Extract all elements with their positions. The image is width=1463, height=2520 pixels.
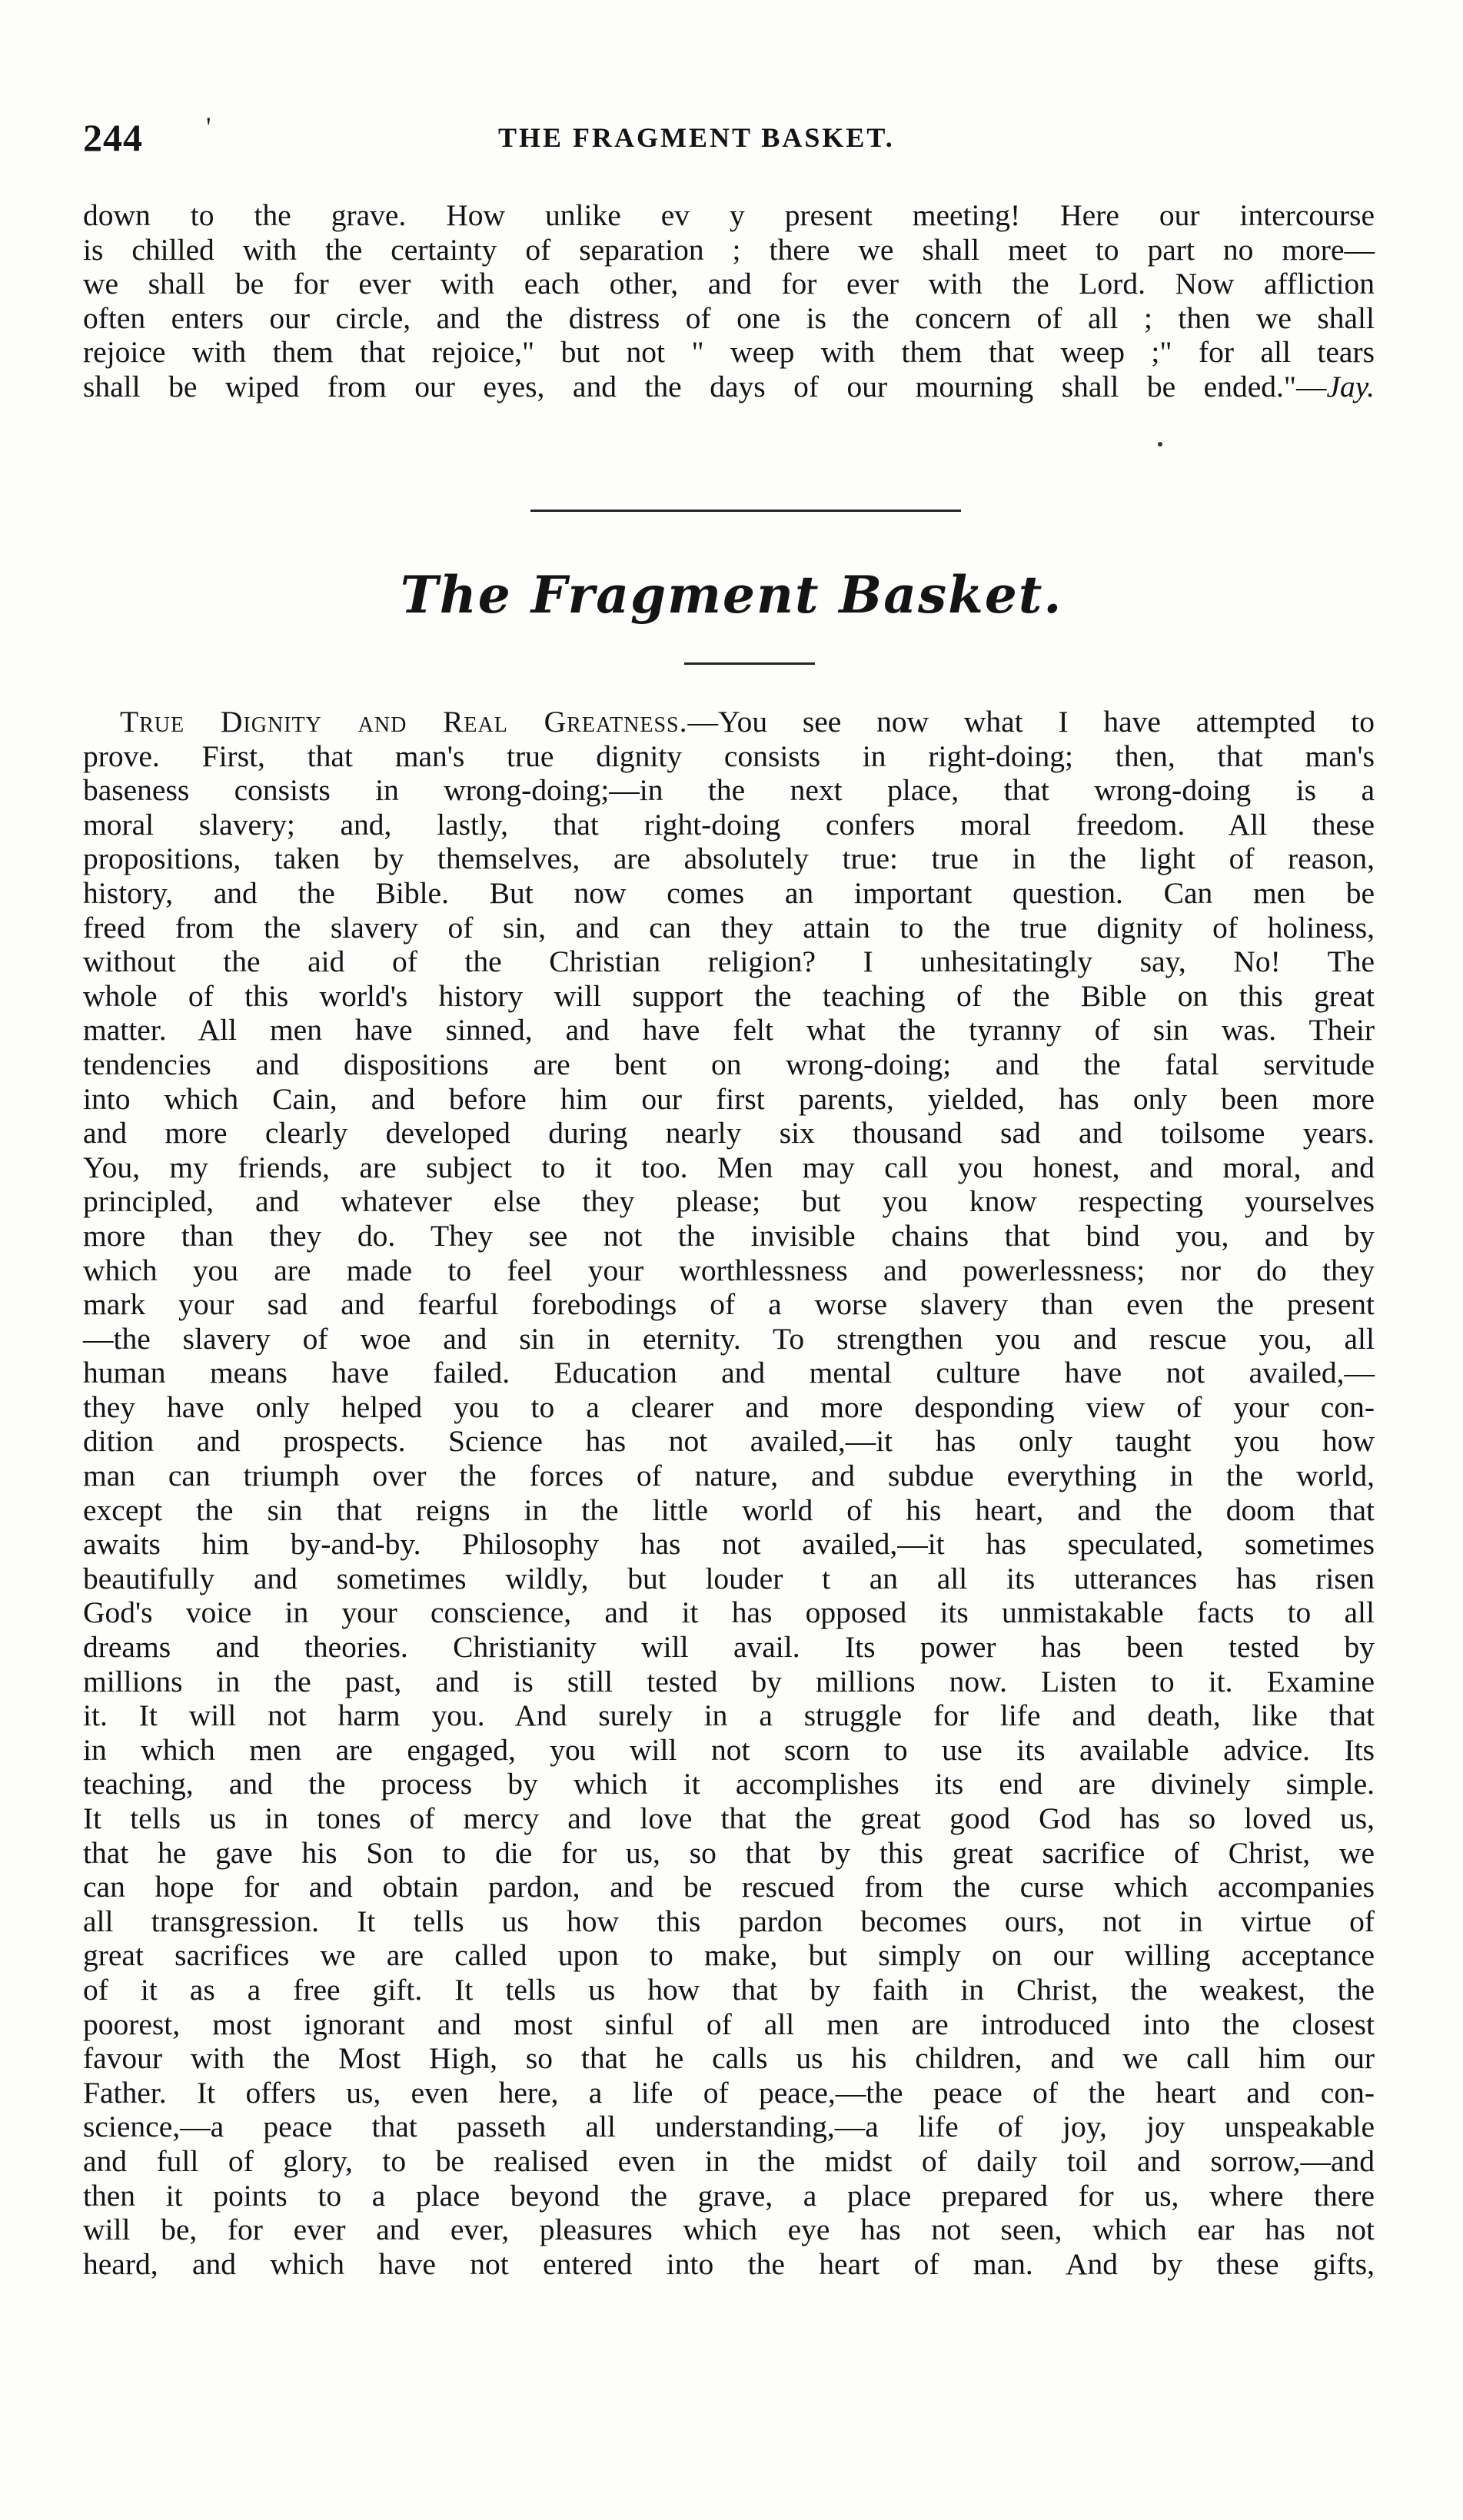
text-line: human means have failed. Education and mental culture have not availed,— bbox=[83, 1356, 1375, 1390]
text-line: dreams and theories. Christianity will avail. Its power has been tested by bbox=[83, 1630, 1375, 1665]
intro-paragraph bbox=[83, 198, 1375, 404]
text-line: You, my friends, are subject to it too. Men may call you honest, and moral, and bbox=[83, 1150, 1375, 1184]
text-line: it. It will not harm you. And surely in a struggle for life and death, like that bbox=[83, 1698, 1375, 1733]
text-line: history, and the Bible. But now comes an important question. Can men be bbox=[83, 875, 1375, 910]
text-line: poorest, most ignorant and most sinful of all men are introduced into the closest bbox=[83, 2007, 1375, 2041]
text-line: propositions, taken by themselves, are absolutely true: true in the light of reason, bbox=[83, 842, 1375, 876]
text-line: It tells us in tones of mercy and love that the great good God has so loved us, bbox=[83, 1801, 1375, 1835]
text-line: great sacrifices we are called upon to make, but simply on our willing acceptance bbox=[83, 1938, 1375, 1973]
text-line: dition and prospects. Science has not availed,—it has only taught you how bbox=[83, 1424, 1375, 1459]
paragraph-lead-in: True Dignity and Real Greatness. bbox=[120, 705, 688, 739]
text-line: millions in the past, and is still tested by millions now. Listen to it. Examine bbox=[83, 1664, 1375, 1698]
text-line: of it as a free gift. It tells us how that by faith in Christ, the weakest, the bbox=[83, 1972, 1375, 2007]
text-line: they have only helped you to a clearer and more desponding view of your con- bbox=[83, 1389, 1375, 1424]
text-line bbox=[83, 370, 1375, 404]
text-line: Father. It offers us, even here, a life of peace,—the peace of the heart and con- bbox=[83, 2075, 1375, 2110]
text-line: more than they do. They see not the invisible chains that bind you, and by bbox=[83, 1218, 1375, 1253]
page-header bbox=[83, 111, 1375, 161]
stray-mark bbox=[1158, 442, 1162, 447]
text-line bbox=[83, 705, 1375, 739]
text-line: mark your sad and fearful forebodings of a worse slavery than even the present bbox=[83, 1287, 1375, 1322]
text-line: beautifully and sometimes wildly, but louder t an all its utterances has risen bbox=[83, 1561, 1375, 1595]
text-line: man can triumph over the forces of nature, and subdue everything in the world, bbox=[83, 1459, 1375, 1493]
header-mark: ' bbox=[206, 111, 211, 142]
text-line: then it points to a place beyond the grave, a place prepared for us, where there bbox=[83, 2178, 1375, 2213]
text-line: teaching, and the process by which it accomplishes its end are divinely simple. bbox=[83, 1767, 1375, 1801]
text-line: we shall be for ever with each other, and for ever with the Lord. Now affliction bbox=[83, 267, 1375, 301]
text-line: freed from the slavery of sin, and can they attain to the true dignity of holiness, bbox=[83, 910, 1375, 945]
intro-author: Jay. bbox=[1326, 369, 1375, 403]
first-line-rest: —You see now what I have attempted to bbox=[687, 705, 1375, 739]
text-line: matter. All men have sinned, and have felt what the tyranny of sin was. Their bbox=[83, 1013, 1375, 1048]
text-line: God's voice in your conscience, and it has opposed its unmistakable facts to all bbox=[83, 1595, 1375, 1630]
running-head: THE FRAGMENT BASKET. bbox=[498, 122, 895, 153]
text-line: —the slavery of woe and sin in eternity. To strengthen you and rescue you, all bbox=[83, 1321, 1375, 1356]
text-line: science,—a peace that passeth all understanding,—a life of joy, joy unspeakable bbox=[83, 2110, 1375, 2144]
text-line: without the aid of the Christian religion? I unhesitatingly say, No! The bbox=[83, 945, 1375, 979]
text-line: prove. First, that man's true dignity consists in right-doing; then, that man's bbox=[83, 739, 1375, 773]
text-line: heard, and which have not entered into the heart of man. And by these gifts, bbox=[83, 2246, 1375, 2281]
text-line: is chilled with the certainty of separation ; there we shall meet to part no more— bbox=[83, 232, 1375, 267]
text-line: and more clearly developed during nearly six thousand sad and toilsome years. bbox=[83, 1116, 1375, 1150]
text-line: in which men are engaged, you will not scorn to use its available advice. Its bbox=[83, 1732, 1375, 1767]
text-line: into which Cain, and before him our first parents, yielded, has only been more bbox=[83, 1081, 1375, 1116]
section-title: The Fragment Basket. bbox=[400, 565, 1063, 625]
text-line: except the sin that reigns in the little world of his heart, and the doom that bbox=[83, 1492, 1375, 1527]
intro-last-line-text: shall be wiped from our eyes, and the days of our mourning shall be ended."— bbox=[83, 369, 1327, 403]
text-line: and full of glory, to be realised even in the midst of daily toil and sorrow,—and bbox=[83, 2143, 1375, 2178]
title-underline bbox=[684, 662, 815, 665]
section-divider bbox=[530, 510, 961, 512]
text-line: baseness consists in wrong-doing;—in the next place, that wrong-doing is a bbox=[83, 773, 1375, 808]
text-line: will be, for ever and ever, pleasures which eye has not seen, which ear has not bbox=[83, 2213, 1375, 2247]
text-line: rejoice with them that rejoice," but not " weep with them that weep ;" for all tears bbox=[83, 335, 1375, 370]
text-line: principled, and whatever else they please; but you know respecting yourselves bbox=[83, 1184, 1375, 1219]
text-line: whole of this world's history will support the teaching of the Bible on this great bbox=[83, 978, 1375, 1013]
text-line: favour with the Most High, so that he calls us his children, and we call him our bbox=[83, 2041, 1375, 2076]
text-line: moral slavery; and, lastly, that right-doing confers moral freedom. All these bbox=[83, 807, 1375, 842]
text-line: tendencies and dispositions are bent on wrong-doing; and the fatal servitude bbox=[83, 1047, 1375, 1081]
text-line: often enters our circle, and the distress of one is the concern of all ; then we shall bbox=[83, 300, 1375, 335]
main-paragraph bbox=[83, 705, 1375, 2281]
text-line: can hope for and obtain pardon, and be rescued from the curse which accompanies bbox=[83, 1870, 1375, 1904]
text-line: awaits him by-and-by. Philosophy has not availed,—it has speculated, sometimes bbox=[83, 1527, 1375, 1562]
text-line: that he gave his Son to die for us, so that by this great sacrifice of Christ, we bbox=[83, 1835, 1375, 1870]
text-line: which you are made to feel your worthlessness and powerlessness; nor do they bbox=[83, 1253, 1375, 1287]
text-line: down to the grave. How unlike ev y present meeting! Here our intercourse bbox=[83, 198, 1375, 232]
page-number: 244 bbox=[83, 116, 143, 159]
text-line: all transgression. It tells us how this pardon becomes ours, not in virtue of bbox=[83, 1904, 1375, 1938]
